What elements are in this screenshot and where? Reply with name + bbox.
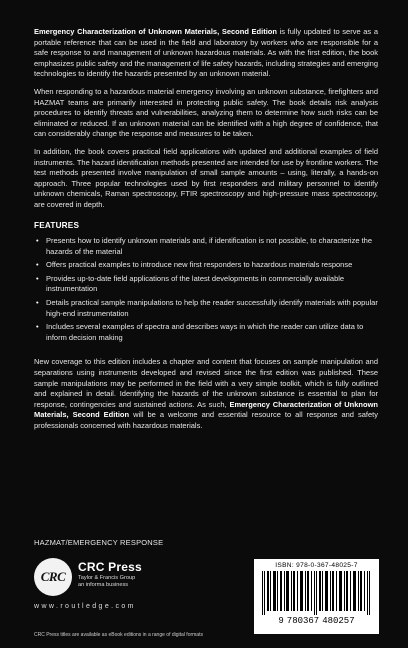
paragraph-2: When responding to a hazardous material emergency involving an unknown substance, firefighters and HAZMAT teams are primarily interested in protecting public safety. The book details risk analysis procedures to identify threats and vulnerabilities, analyzing them to determine how such risks can be eliminated or reduced. If an unknown material can be identified with a high degree of confidence, that can considerably change the response and measures to be taken. [34, 86, 378, 139]
ebook-note: CRC Press titles are available as eBook editions in a range of digital formats [34, 632, 203, 638]
publisher-group [78, 575, 135, 589]
publisher-group-line2: an informa business [78, 582, 129, 588]
barcode-bars-icon [260, 571, 373, 615]
closing-paragraph [34, 357, 378, 431]
feature-item [34, 322, 378, 343]
barcode-digits [254, 616, 379, 626]
closing-text-1: New coverage to this edition includes a chapter and content that focuses on sample manipulation and separations using instruments developed and revised since the first edition was published. These sample manipulations may be performed in the field with a very simple toolkit, which is fully outlined and explained in detail. Identifying the hazards of the unknown substance is essential to plan for response, contingencies and sustained actions. As such, [34, 357, 378, 409]
bullet-icon: • [36, 273, 39, 283]
publisher-name: CRC Press [78, 560, 142, 574]
features-heading: FEATURES [34, 220, 80, 230]
isbn-label: ISBN: 978-0-367-48025-7 [275, 562, 358, 569]
feature-item [34, 260, 378, 271]
feature-text: Details practical sample manipulations to help the reader successfully identify materials with popular high-end instrumentation [46, 298, 378, 318]
bullet-icon: • [36, 260, 39, 270]
barcode-digit-left: 780367 [286, 616, 320, 626]
isbn-barcode [254, 559, 379, 634]
feature-item [34, 274, 378, 295]
intro-paragraph [34, 27, 378, 80]
publisher-url[interactable]: www.routledge.com [34, 603, 136, 610]
feature-text: Offers practical examples to introduce new first responders to hazardous materials response [46, 260, 353, 270]
bullet-icon: • [36, 236, 39, 246]
feature-item [34, 236, 378, 257]
feature-text: Includes several examples of spectra and describes ways in which the reader can utilize data to inform decision making [46, 322, 364, 342]
category-label: HAZMAT/EMERGENCY RESPONSE [34, 538, 164, 547]
features-list [34, 236, 378, 343]
barcode-digit-right: 480257 [322, 616, 355, 626]
book-title-repeat: Emergency Characterization of Unknown Materials, Second Edition [34, 399, 378, 420]
feature-item [34, 298, 378, 319]
logo-text: CRC [40, 569, 66, 584]
bullet-icon: • [36, 298, 39, 308]
closing-text-2: will be a welcome and essential resource to all response and safety professionals concerned with hazardous materials. [34, 410, 378, 430]
feature-text: Presents how to identify unknown materials and, if identification is not possible, to characterize the hazards of the material [46, 236, 373, 256]
publisher-group-line1: Taylor & Francis Group [78, 575, 136, 581]
paragraph-3: In addition, the book covers practical field applications with updated and additional examples of field instruments. The hazard identification methods presented are intended for use by frontline workers. The test methods presented involve manipulation of small sample amounts – using, literally, a hands-on approach. Three popular technologies used by first responders and military personnel to identify unknown chemicals, Raman spectroscopy, FTIR spectroscopy and high-pressure mass spectroscopy, are covered in depth. [34, 146, 378, 209]
bullet-icon: • [36, 322, 39, 332]
feature-text: Provides up-to-date field applications of the latest developments in commercially available instrumentation [46, 273, 345, 294]
barcode-digit-prefix: 9 [278, 616, 284, 626]
publisher-block [34, 558, 234, 618]
intro-text: is fully updated to serve as a portable reference that can be used in the field and laboratory by workers who are responsible for a safe response to and management of unknown hazardous materials. As with the first edition, the book emphasizes public safety and the management of life safety hazards, including strategies and emerging technologies to identify the hazards presented by an unknown material. [34, 27, 378, 79]
book-title: Emergency Characterization of Unknown Materials, Second Edition [34, 27, 277, 36]
crc-logo-icon [34, 558, 72, 596]
cover-text [34, 27, 378, 439]
